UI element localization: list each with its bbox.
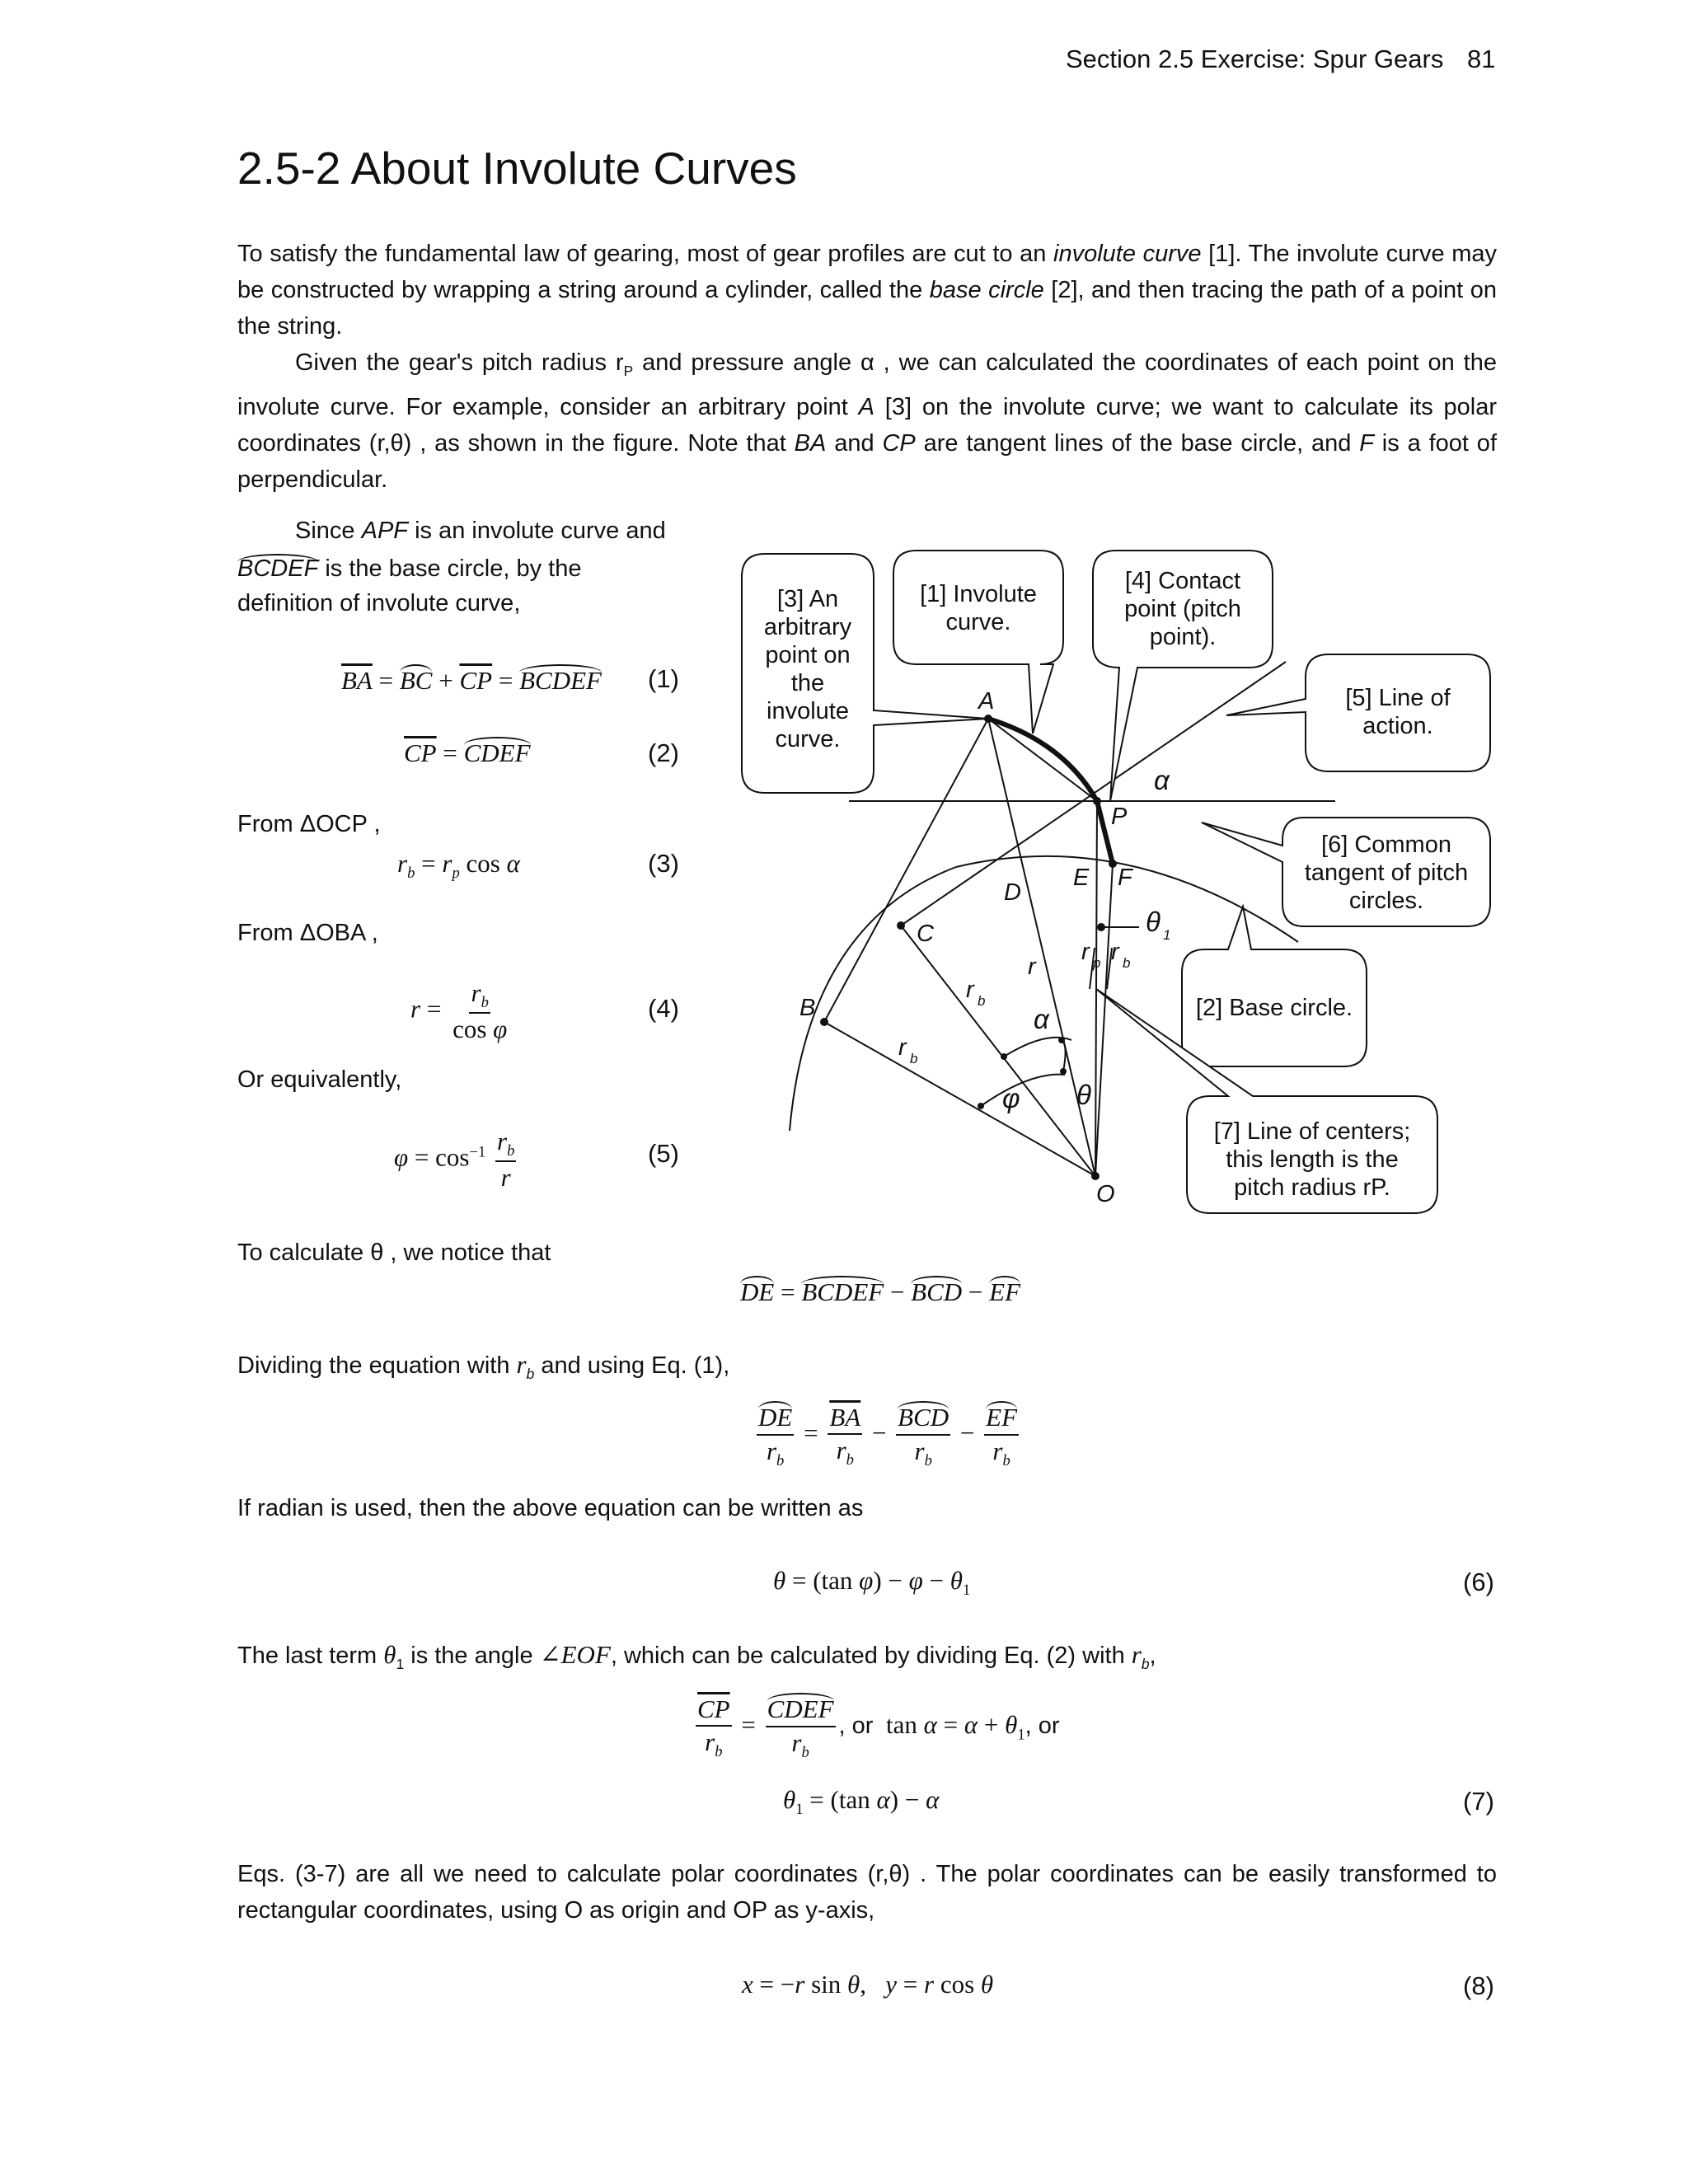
eqs-paragraph: Eqs. (3-7) are all we need to calculate polar coordinates (r,θ) . The polar coordinates can be easily transformed to rectangular coordinates, using O as origin and OP as y-axis, <box>237 1861 1497 1924</box>
page-number: 81 <box>1467 45 1496 73</box>
label-a: A <box>978 688 995 715</box>
callout-5-box <box>1226 654 1490 771</box>
label-d: D <box>1004 879 1021 906</box>
callout-1-line-2: curve. <box>945 609 1011 635</box>
from-oba-text: From ΔOBA , <box>237 920 378 946</box>
sub-1: 1 <box>1163 927 1171 943</box>
callout-3-line-6: curve. <box>775 726 841 752</box>
from-ocp-text: From ΔOCP , <box>237 811 381 837</box>
label-theta1: θ <box>1146 907 1160 937</box>
line-o-b <box>824 1022 1095 1176</box>
callout-3-line-1: [3] An <box>776 586 839 612</box>
equation-2: $\overline{CP}$ = CDEF <box>404 738 531 767</box>
dividing-text: Dividing the equation with $r_b$ and using Eq. (1), <box>237 1350 730 1382</box>
sub-p: p <box>1093 955 1101 971</box>
equation-8-number: (8) <box>1463 1971 1494 2000</box>
label-rb-right: r <box>1111 939 1119 965</box>
label-o: O <box>1096 1181 1115 1207</box>
callout-6-line-2: tangent of pitch <box>1304 860 1469 886</box>
sub-b-oc: b <box>978 993 986 1009</box>
to-calculate-text: To calculate θ , we notice that <box>237 1240 551 1266</box>
equation-3: $r_b = r_p$ cos α <box>397 849 520 883</box>
callout-1-line-1: [1] Involute <box>920 581 1037 607</box>
equation-cp-ratio: $\frac{\overline{CP}}{r_b}$ = $\frac{\text{CDEF}}{r_b}$ , or $\tan \alpha = \alpha + \theta_1$, or <box>697 1694 1060 1761</box>
since-line-1: Since APF is an involute curve and <box>295 518 666 544</box>
equation-6: θ = (tan $\varphi) - \varphi - \theta_1$ <box>773 1566 971 1600</box>
point-f <box>1109 860 1117 868</box>
equation-8: x = −r sin θ, y = r cos θ <box>742 1970 994 1999</box>
label-e: E <box>1073 865 1090 891</box>
callout-7-line-1: [7] Line of centers; <box>1213 1118 1411 1145</box>
point-alpha-arc-2 <box>1060 1068 1067 1075</box>
callout-5-line-1: [5] Line of <box>1345 685 1451 711</box>
since-line-2: BCDEF is the base circle, by the <box>237 555 582 582</box>
callout-6-line-1: [6] Common <box>1321 832 1451 858</box>
running-header-section: Section 2.5 Exercise: Spur Gears <box>1066 45 1444 73</box>
point-alpha-arc-3 <box>1058 1037 1065 1043</box>
callout-7-line-3: pitch radius rP. <box>1234 1174 1390 1201</box>
callout-3-line-3: point on <box>765 642 851 668</box>
callout-4-line-3: point). <box>1149 624 1217 650</box>
point-o <box>1091 1172 1100 1180</box>
label-p: P <box>1111 804 1128 830</box>
label-f: F <box>1118 865 1132 891</box>
point-c <box>897 921 905 930</box>
callout-7-line-2: this length is the <box>1226 1146 1399 1173</box>
label-phi: φ <box>1002 1083 1020 1113</box>
equation-3-number: (3) <box>648 849 679 878</box>
intro-paragraph-2: Given the gear's pitch radius $r_P$ and pressure angle α , we can calculated the coordinates of each point on the involute curve. For example, consider an arbitrary point A [3] on the involute curve; we want to calculate its polar coordinates (r,θ) , as shown in the figure. Note that BA and CP are tangent lines of the base circle, and F is a foot of perpendicular. <box>237 349 1498 493</box>
equation-7-number: (7) <box>1463 1787 1494 1816</box>
callout-3-line-5: involute <box>767 698 849 724</box>
equation-ratio: $\frac{DE}{r_b}$ = $\frac{\overline{BA}}{r_b}$ − $\frac{\text{BCD}}{r_b}$ − $\frac{EF}{r_b}$ <box>758 1402 1018 1469</box>
angle-arc-phi <box>981 1075 1065 1106</box>
label-rb-oc: r <box>966 977 974 1003</box>
equation-2-number: (2) <box>648 738 679 767</box>
line-o-f <box>1095 864 1113 1176</box>
involute-curve <box>988 719 1113 864</box>
last-term-text: The last term $\theta_1$ is the angle ∠EOF, which can be calculated by dividing Eq. (2) with $r_b$, <box>237 1640 1156 1672</box>
angle-arc-alpha-upper <box>1062 1040 1066 1071</box>
equation-5-number: (5) <box>648 1139 679 1168</box>
callout-2-box <box>1182 907 1367 1066</box>
callout-2-line-1: [2] Base circle. <box>1195 995 1353 1021</box>
equation-7: $\theta_1 = (\tan$ α) − α <box>783 1785 940 1819</box>
label-c: C <box>917 921 934 947</box>
callout-3-line-2: arbitrary <box>763 614 852 640</box>
equation-1-number: (1) <box>648 664 679 693</box>
point-theta1 <box>1097 923 1105 931</box>
equation-1: $\overline{BA}$ = BC + $\overline{CP}$ = BCDEF <box>341 666 602 695</box>
sub-b-right: b <box>1123 955 1131 971</box>
section-title: 2.5-2 About Involute Curves <box>237 143 797 194</box>
equation-6-number: (6) <box>1463 1568 1494 1596</box>
point-phi-arc <box>978 1103 984 1109</box>
callout-4-line-2: point (pitch <box>1124 596 1241 622</box>
point-p <box>1093 797 1101 805</box>
callout-6-line-3: circles. <box>1348 888 1424 914</box>
point-alpha-arc <box>1001 1053 1007 1060</box>
sub-b-ob: b <box>910 1051 918 1066</box>
callout-4-line-1: [4] Contact <box>1124 568 1241 594</box>
intro-paragraph-1: To satisfy the fundamental law of gearing, most of gear profiles are cut to an involute curve [1]. The involute curve may be constructed by wrapping a string around a cylinder, called the base circle [2], and then tracing the path of a point on the string. <box>237 241 1497 340</box>
or-equivalently-text: Or equivalently, <box>237 1066 402 1093</box>
callout-3-line-4: the <box>790 670 825 696</box>
equation-4-number: (4) <box>648 994 679 1023</box>
label-b: B <box>799 995 816 1021</box>
label-theta: θ <box>1076 1080 1091 1110</box>
equation-de: DE = BCDEF − BCD − EF <box>740 1277 1021 1306</box>
callout-5-line-2: action. <box>1362 713 1433 739</box>
if-radian-text: If radian is used, then the above equation can be written as <box>237 1495 864 1521</box>
since-line-3: definition of involute curve, <box>237 590 521 616</box>
label-r: r <box>1028 954 1036 980</box>
equation-5: $\varphi = \cos^{-1}$ $\frac{r_b}{r}$ <box>394 1127 515 1193</box>
label-rp: r <box>1081 939 1090 965</box>
label-alpha-top: α <box>1154 765 1170 795</box>
label-alpha: α <box>1034 1004 1049 1034</box>
point-b <box>820 1018 828 1026</box>
label-rb-ob: r <box>898 1034 907 1061</box>
equation-4: r = $\frac{r_b}{\text{cos φ}}$ <box>410 978 508 1044</box>
